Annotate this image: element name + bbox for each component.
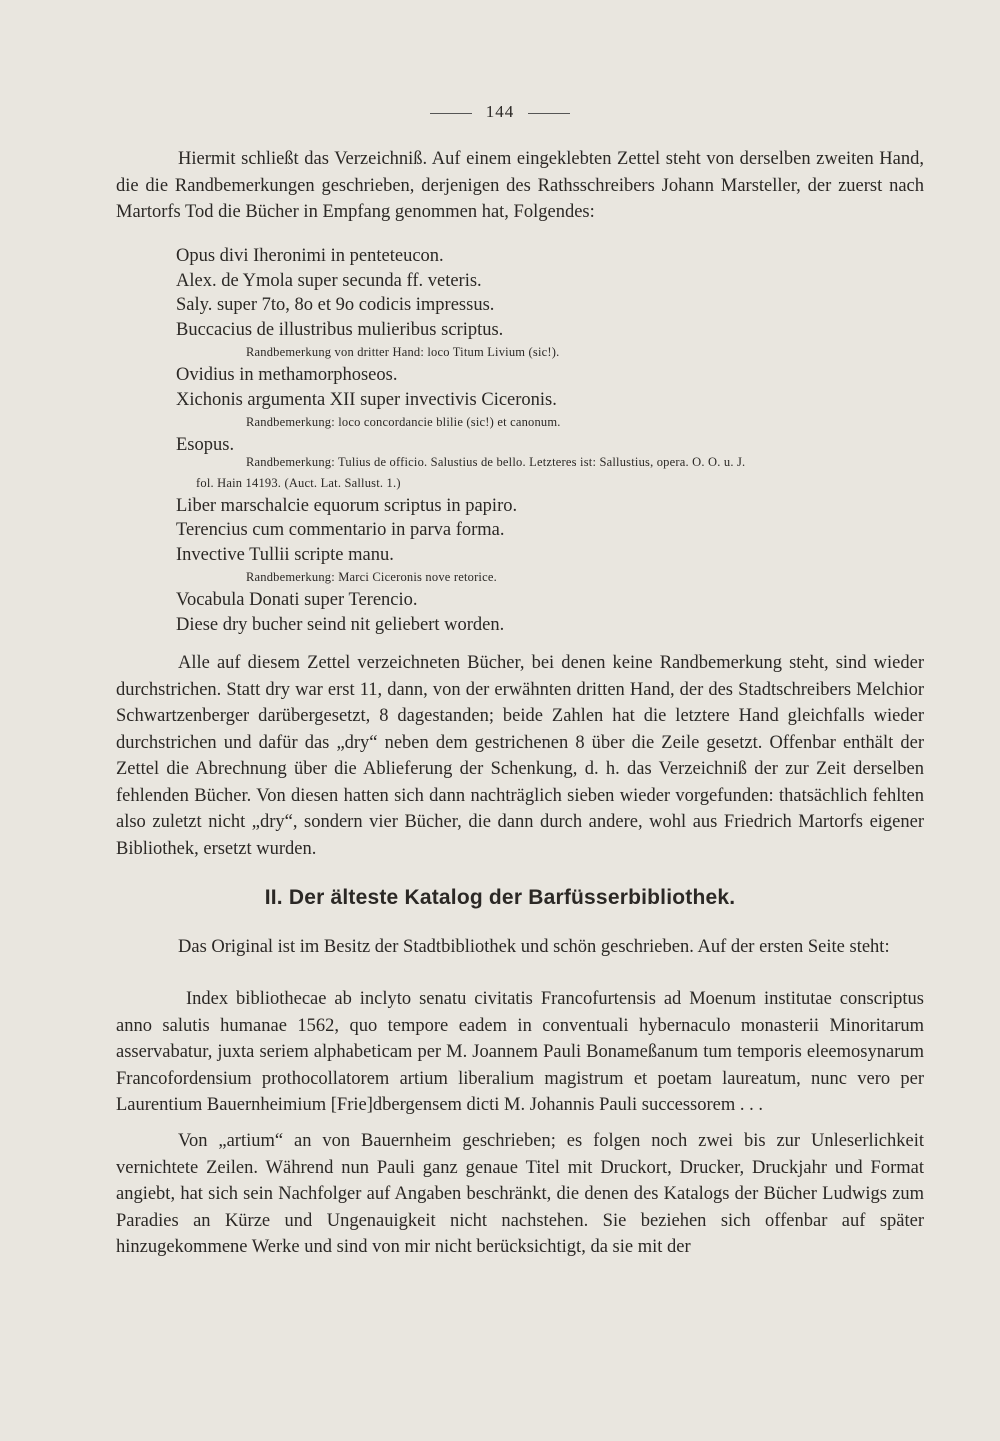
intro-paragraph	[116, 146, 924, 226]
list-item: Liber marschalcie equorum scriptus in papiro.	[176, 495, 518, 516]
intro-text: Hiermit schließt das Verzeichniß. Auf einem eingeklebten Zettel steht von derselben zweiten Hand, die die Randbemerkungen geschrieben, derjenigen des Rathsschreibers Johann Marsteller, der zuerst nach Martorfs Tod die Bücher in Empfang genommen hat, Folgendes:	[116, 149, 924, 222]
body-paragraph	[116, 1128, 924, 1261]
marginal-note-continued: fol. Hain 14193. (Auct. Lat. Sallust. 1.)	[196, 475, 401, 490]
quote-paragraph	[116, 986, 924, 1119]
marginal-note: Randbemerkung von dritter Hand: loco Titum Livium (sic!).	[246, 345, 560, 359]
marginal-note: Randbemerkung: Tulius de officio. Salustius de bello. Letzteres ist: Sallustius, opera. O. O. u. J.	[246, 454, 746, 469]
page-number	[0, 102, 1000, 122]
paragraph-text: Alle auf diesem Zettel verzeichneten Bücher, bei denen keine Randbemerkung steht, sind wieder durchstrichen. Statt dry war erst 11, dann, von der erwähnten dritten Hand, der des Stadtschreibers Melchior Schwartzenberger darübergesetzt, 8 dagestanden; beide Zahlen hat die letztere Hand gleichfalls wieder durchstrichen und dafür das „dry“ neben dem gestrichenen 8 über die Zeile gesetzt. Offenbar enthält der Zettel die Abrechnung über die Ablieferung der Schenkung, d. h. das Verzeichniß der zur Zeit derselben fehlenden Bücher. Von diesen hatten sich dann nachträglich sieben wieder vorgefunden: thatsächlich fehlten also zuletzt nicht „dry“, sondern vier Bücher, die dann durch andere, wohl aus Friedrich Martorfs eigener Bibliothek, ersetzt wurden.	[116, 653, 924, 859]
dash-right	[528, 113, 570, 114]
paragraph-text: Das Original ist im Besitz der Stadtbibliothek und schön geschrieben. Auf der ersten Seite steht:	[178, 937, 890, 957]
paragraph-text: Von „artium“ an von Bauernheim geschrieben; es folgen noch zwei bis zur Unleserlichkeit vernichtete Zeilen. Während nun Pauli ganz genaue Titel mit Druckort, Drucker, Druckjahr und Format angiebt, hat sich sein Nachfolger auf Angaben beschränkt, die denen des Katalogs der Bücher Ludwigs zum Paradies an Kürze und Ungenauigkeit nicht nachstehen. Sie beziehen sich offenbar auf später hinzugekommene Werke und sind von mir nicht berücksichtigt, da sie mit der	[116, 1131, 924, 1257]
list-item: Esopus.	[176, 435, 235, 455]
list-item: Xichonis argumenta XII super invectivis Ciceronis.	[176, 389, 557, 410]
marginal-note: Randbemerkung: loco concordancie blilie (sic!) et canonum.	[246, 415, 561, 429]
list-item: Saly. super 7to, 8o et 9o codicis impressus.	[176, 295, 495, 315]
list-item: Terencius cum commentario in parva forma.	[176, 520, 505, 540]
list-item: Invective Tullii scripte manu.	[176, 544, 394, 565]
body-paragraph	[116, 650, 924, 862]
section-heading: II. Der älteste Katalog der Barfüsserbibliothek.	[264, 886, 736, 909]
marginal-note: Randbemerkung: Marci Ciceronis nove retorice.	[246, 570, 497, 584]
list-item: Diese dry bucher seind nit geliebert worden.	[176, 614, 505, 635]
list-item: Buccacius de illustribus mulieribus scriptus.	[176, 319, 504, 340]
body-paragraph	[116, 934, 924, 961]
book-list	[176, 244, 936, 637]
page-number-text: 144	[485, 102, 515, 121]
dash-left	[430, 113, 472, 114]
list-item: Opus divi Iheronimi in penteteucon.	[176, 246, 444, 266]
list-item: Alex. de Ymola super secunda ff. veteris.	[176, 270, 482, 291]
list-item: Vocabula Donati super Terencio.	[176, 590, 418, 610]
list-item: Ovidius in methamorphoseos.	[176, 365, 398, 385]
quote-text: Index bibliothecae ab inclyto senatu civitatis Francofurtensis ad Moenum institutae conscriptus anno salutis humanae 1562, quo tempore eadem in conventuali hybernaculo monasterii Minoritarum asservabatur, juxta seriem alphabeticam per M. Joannem Pauli Bonameßanum tum temporis eleemosynarum Francofordensium prothocollatorem artium liberalium magistrum et poetam laureatum, nunc vero per Laurentium Bauernheimium [Frie]dbergensem dicti M. Johannis Pauli successorem . . .	[116, 989, 924, 1115]
